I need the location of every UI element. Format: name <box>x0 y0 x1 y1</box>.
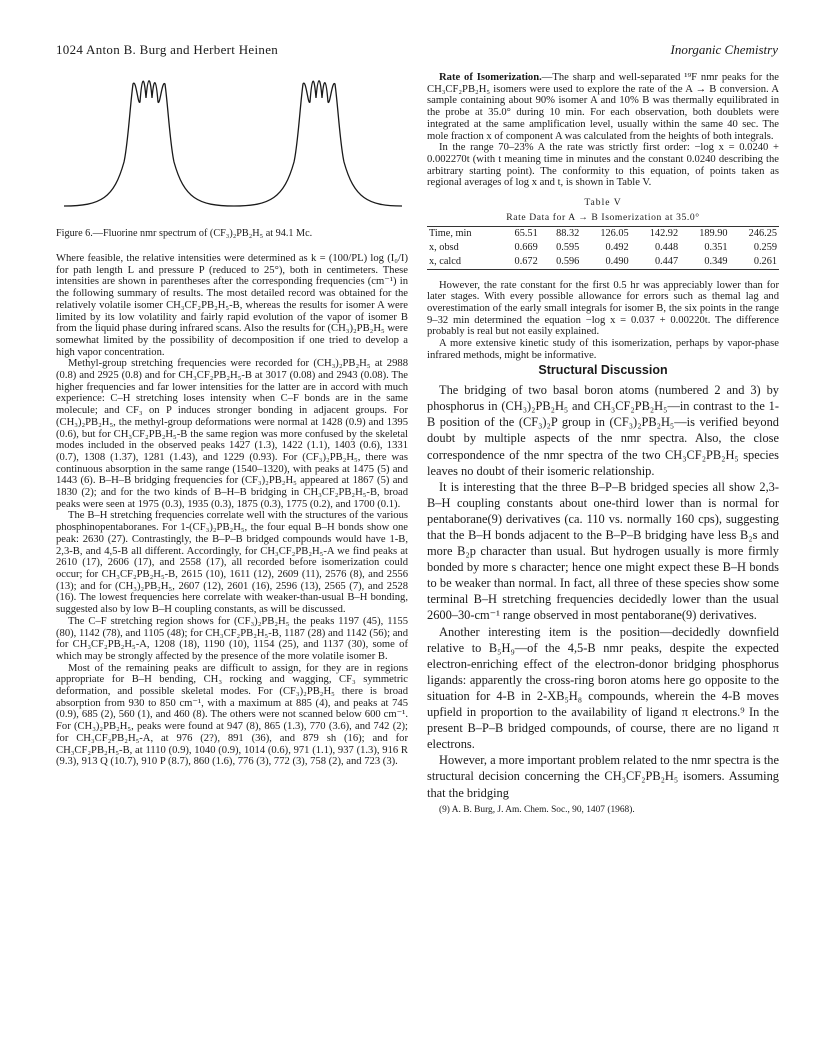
structural-discussion <box>427 382 779 800</box>
table-cell: 0.351 <box>704 242 728 254</box>
table-cell: 0.261 <box>753 255 777 267</box>
paragraph: Most of the remaining peaks are difficult to assign, for they are in regions appropriate for B–H bending, CH₃ rocking and wagging, CF₃ symmetric deformation, and possible skeletal modes. For (CF₃)₂PB₂H₅ there is broad absorption from 930 to 850 cm⁻¹, with a maximum at 885 (4), and peaks at 745 (0.9), 685 (2), 560 (1), and 460 (8). The others were not scanned below 600 cm⁻¹. For (CH₃)₂PB₂H₅, peaks were found at 947 (8), 865 (1.3), 770 (3.6), and 742 (2); for CH₃CF₂PB₂H₅-A, at 976 (2?), 891 (36), and 879 sh (16); and for CH₃CF₂PB₂H₅-B, at 1110 (0.9), 1040 (0.9), 1014 (0.6), 971 (1.1), 937 (1.3), 916 R (9.3), 913 Q (10.7), 910 P (8.7), 860 (1.6), 776 (3), 772 (3), 758 (2), and 723 (3). <box>56 662 408 768</box>
row-label: x, obsd <box>429 242 459 254</box>
paragraph: The B–H stretching frequencies correlate well with the structures of the various phosphinopentaboranes. For 1-(CF₃)₂PB₂H₅, the four equal B–H bonds show one peak: 2630 (27). Contrastingly, the B–P–B bridged compounds would have 1-B, 2,3-B, and 4,5-B all different. Accordingly, for CH₃CF₂PB₂H₅-A we find peaks at 2610 (17), 2606 (17), and 2558 (17), all recorded before isomerization could occur; for CH₃CF₂PB₂H₅-B, 2615 (10), 1611 (12), 2609 (11), 2576 (8), and 2556 (13); and for (CH₃)₂PB₂H₅, 2607 (12), 2601 (16), 2596 (13), 2565 (7), and 2528 (16). The lowest frequencies here correlate with weaker-than-usual B–H bonding, suggested also by low B–H coupling constants, as will be discussed. <box>56 510 408 616</box>
paragraph: Another interesting item is the position—decidedly downfield relative to B₅H₉—of the 4,5-B nmr peaks, despite the expected electron-enriching effect of the electron-donor bridging phosphorus ligands: apparently the cross-ring boron atoms here go opposite to the situation for 4-B in 2-XB₅H₈ compounds, wherein the 4-B moves upfield in proportion to the availability of ligand π electrons.⁹ In the present B–P–B bridged compounds, of course, there are no ligand π electrons. <box>427 624 779 752</box>
table-cell: 126.05 <box>600 228 629 240</box>
table-caption: Rate Data for A → B Isomerization at 35.0° <box>506 211 700 223</box>
paragraph: Methyl-group stretching frequencies were recorded for (CH₃)₂PB₂H₅ at 2988 (0.8) and 2925 (0.8) and for CH₃CF₂PB₂H₅-B at 3017 (0.08) and 2943 (0.08). The higher frequencies and far lower intensities for the latter are in accord with much experience: C–H stretching loses intensity when C–F bonds are in the same molecule; and CF₃ on P induces stronger bonding in adjacent groups. For (CH₃)₂PB₂H₅, the methyl-group deformations were normal at 1428 (0.9) and 1395 (0.6), but for CH₃CF₂PB₂H₅-B the same region was more confused by the skeletal modes included in the observed peaks 1427 (1.3), 1422 (1.1), 1403 (0.6), 1331 (0.7), 1308 (1.37), 1281 (1.43), and 1229 (0.93). For (CF₃)₂PB₂H₅, there was continuous absorption in the same range (1540–1320), with peaks at 1475 (5) and 1443 (6). B–H–B bridging frequencies for (CF₃)₂PB₂H₅ appeared at 1867 (5) and 1830 (2); and for the two kinds of B–H–B bridging in CH₃CF₂PB₂H₅-B, broad peaks were seen at 1975 (0.3), 1935 (0.3), 1875 (0.3), 1775 (0.2), and 1700 (0.1). <box>56 358 408 510</box>
running-head-authors: 1024 Anton B. Burg and Herbert Heinen <box>56 42 279 57</box>
table-cell: 0.672 <box>514 255 538 267</box>
paragraph: Where feasible, the relative intensities were determined as k = (100/PL) log (I₀/I) for path length L and pressure P (reduced to 25°), both in centimeters. These intensities are shown in parentheses after the corresponding frequencies (cm⁻¹) in the following summary of results. The most detailed record was obtained for the relatively volatile isomer CH₃CF₂PB₂H₅-B, whereas the results for isomer A were limited by its low volatility and fairly rapid evolution of the vapor of isomer B from the liquid phase during infrared scans. Also the results for (CH₃)₂PB₂H₅ were somewhat limited by the possibility of decomposition if one tried to develop a high vapor concentration. <box>56 253 408 358</box>
right-column <box>427 72 779 816</box>
rate-data-table <box>427 226 779 269</box>
table-cell: 0.669 <box>514 242 538 254</box>
table-row <box>427 241 779 255</box>
paragraph: In the range 70–23% A the rate was strictly first order: −log x = 0.0240 + 0.002270t (with t meaning time in minutes and the constant 0.0240 describing the arbitrary starting point). The conformity to this equation, of points taken as regional averages of log x and t, is shown in Table V. <box>427 142 779 189</box>
paragraph: However, a more important problem related to the nmr spectra is the structural decision concerning the CH₃CF₂PB₂H₅ isomers. Assuming that the bridging <box>427 753 779 800</box>
row-label: x, calcd <box>429 255 462 267</box>
table-cell: 88.32 <box>556 228 580 240</box>
table-title: Table V <box>584 197 622 209</box>
run-in-heading: Rate of Isomerization. <box>439 72 542 83</box>
table-cell: 189.90 <box>699 228 728 240</box>
table-cell: 0.490 <box>605 255 629 267</box>
running-head-journal: Inorganic Chemistry <box>670 42 778 57</box>
table-cell: 0.596 <box>556 255 580 267</box>
paragraph: However, the rate constant for the first 0.5 hr was appreciably lower than for later stages. With every possible allowance for errors such as themal lag and overestimation of the early small integrals for isomer B, the six points in the range 9–32 min determined the equation −log x = 0.037 + 0.00220t. The difference probably is real but not easily explained. <box>427 279 779 338</box>
paragraph: It is interesting that the three B–P–B bridged species all show 2,3-B–H coupling constants about one-third lower than is normal for pentaborane(9) derivatives (ca. 110 vs. normally 160 cps), suggesting that the B–H bonds adjacent to the B–P–B bridging have less B₂s and more B₂p character than usual. But hydrogen usually is more firmly bonded by more s character; hence one might expect these B–H bonds to be weaker than normal. In fact, all three of these species show some terminal B–H stretching frequencies decidedly lower than the usual 2600–30-cm⁻¹ range observed in most pentaborane(9) derivatives. <box>427 479 779 623</box>
table-cell: 0.447 <box>654 255 679 267</box>
table-cell: 142.92 <box>649 228 679 240</box>
table-cell: 0.448 <box>654 242 679 254</box>
paragraph: The C–F stretching region shows for (CF₃)₂PB₂H₅ the peaks 1197 (45), 1155 (80), 1142 (78), and 1105 (48); for CH₃CF₂PB₂H₅-B, 1187 (28) and 1142 (56); and for CH₃CF₂PB₂H₅-A, 1208 (18), 1190 (10), 1154 (25), and 1137 (30), some of which may be strongly affected by the presence of the more volatile isomer B. <box>56 615 408 662</box>
figure-caption: Figure 6.—Fluorine nmr spectrum of (CF₃)₂PB₂H₅ at 94.1 Mc. <box>56 228 313 239</box>
table-row <box>427 255 779 269</box>
section-heading: Structural Discussion <box>538 363 668 378</box>
table-cell: 0.349 <box>704 255 728 267</box>
figure-6 <box>56 66 408 242</box>
page-header <box>56 42 778 60</box>
paragraph: The bridging of two basal boron atoms (numbered 2 and 3) by phosphorus in (CH₃)₂PB₂H₅ and CH₃CF₂PB₂H₅—in contrast to the 1-B position of the (CF₃)₂P group in (CF₃)₂PB₂H₅—is verified beyond doubt by multiple aspects of the nmr spectra. Also, the close correspondence of the nmr spectra of the two CH₃CF₂PB₂H₅ species leaves no doubt of their isomeric relationship. <box>427 383 779 478</box>
table-cell: 0.595 <box>556 242 580 254</box>
table-cell: 246.25 <box>748 228 777 240</box>
table-v <box>427 197 779 270</box>
table-cell: 0.492 <box>605 242 629 254</box>
table-row <box>427 227 779 241</box>
nmr-spectrum-plot <box>56 66 408 226</box>
table-cell: 65.51 <box>514 228 538 240</box>
paragraph <box>427 72 779 142</box>
row-label: Time, min <box>429 228 472 240</box>
paragraph-text: —The sharp and well-separated ¹⁹F nmr peaks for the CH₃CF₂PB₂H₅ isomers were used to explore the rate of the A → B conversion. A sample containing about 90% isomer A and 10% B was thermally equilibrated in the probe at 35.0° during 10 min. For each observation, both doublets were integrated at the same amplification level, usually within the same 40 sec. The mole fraction x of component A was calculated from the heights of both integrals. <box>427 72 779 142</box>
left-column <box>56 253 408 768</box>
spectrum-trace <box>64 81 402 206</box>
paragraph: A more extensive kinetic study of this isomerization, perhaps by vapor-phase infrared methods, might be informative. <box>427 338 779 361</box>
table-cell: 0.259 <box>753 242 777 254</box>
footnote: (9) A. B. Burg, J. Am. Chem. Soc., 90, 1407 (1968). <box>439 804 635 815</box>
